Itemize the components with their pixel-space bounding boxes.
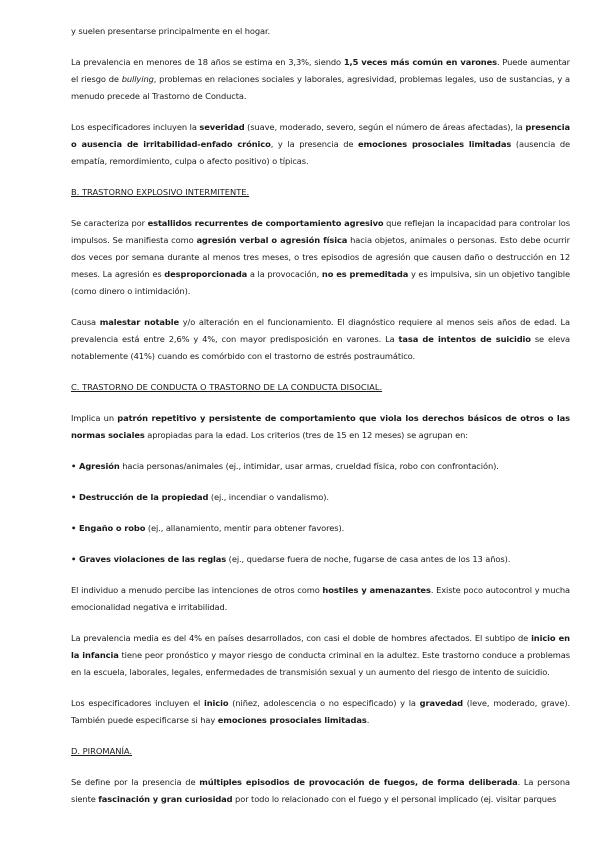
text: La prevalencia en menores de 18 años se estima en 3,3%, siendo <box>71 57 344 67</box>
text: . Existe poco autocontrol y mucha emocionalidad negativa e irritabilidad. <box>71 585 571 612</box>
bold-text: inicio <box>203 698 229 708</box>
text: (ej., quedarse fuera de noche, fugarse de casa antes de los 13 años). <box>226 554 511 564</box>
paragraph-pyromania-definition <box>71 774 570 808</box>
text: y suelen presentarse principalmente en el hogar. <box>71 26 271 36</box>
text: (ausencia de empatía, remordimiento, culpa o afecto positivo) o típicas. <box>71 139 571 166</box>
text: hacia personas/animales (ej., intimidar, usar armas, crueldad física, robo con confrontación). <box>119 461 499 471</box>
bold-text: hostiles y amenazantes <box>322 585 431 595</box>
bold-text: emociones prosociales limitadas <box>358 139 512 149</box>
text: se eleva notablemente (41%) cuando es comórbido con el trastorno de estrés postraumático. <box>71 334 570 361</box>
text: Los especificadores incluyen la <box>71 122 200 132</box>
paragraph-conduct-definition <box>71 410 570 444</box>
paragraph-explosive-prevalence <box>71 314 570 365</box>
text: . Puede aumentar el riesgo de <box>71 57 570 84</box>
text: , problemas en relaciones sociales y laborales, agresividad, problemas legales, uso de sustancias, y a menudo precede al Trastorno de Conducta. <box>71 74 570 101</box>
text: . <box>366 715 370 725</box>
bold-text: • Agresión <box>71 461 120 471</box>
bold-text: no es premeditada <box>321 269 409 279</box>
text: y es impulsiva, sin un objetivo tangible (como dinero o intimidación). <box>71 269 570 296</box>
text: (ej., allanamiento, mentir para obtener favores). <box>145 523 345 533</box>
bold-text: 1,5 veces más común en varones <box>343 57 497 67</box>
bold-text: malestar notable <box>99 317 180 327</box>
text: (leve, moderado, grave). También puede especificarse si hay <box>71 698 570 725</box>
text: (niñez, adolescencia o no especificado) y la <box>228 698 420 708</box>
text: por todo lo relacionado con el fuego y el personal implicado (ej. visitar parques <box>232 794 557 804</box>
text: tiene peor pronóstico y mayor riesgo de conducta criminal en la adultez. Este trastorno conduce a problemas en la escuela, laborales, legales, enfermedades de transmisión sexual y un aumento del riesgo de intento de suicidio. <box>71 650 570 677</box>
criterion-deceit-theft <box>71 520 570 537</box>
italic-text: bullying <box>121 74 154 84</box>
bold-text: desproporcionada <box>164 269 248 279</box>
bold-text: tasa de intentos de suicidio <box>398 334 531 344</box>
criterion-rule-violations <box>71 551 570 568</box>
text: Causa <box>71 317 100 327</box>
bold-text: • Engaño o robo <box>71 523 146 533</box>
criterion-property-destruction <box>71 489 570 506</box>
text: y/o alteración en el funcionamiento. El diagnóstico requiere al menos seis años de edad. La prevalencia está entre 2,6% y 4%, con mayor predisposición en varones. La <box>71 317 570 344</box>
bold-text: inicio en la infancia <box>71 633 570 660</box>
text: , y la presencia de <box>270 139 359 149</box>
bold-text: emociones prosociales limitadas <box>217 715 367 725</box>
paragraph-prevalence-tnd <box>71 54 570 105</box>
bold-text: presencia o ausencia de irritabilidad-enfado crónico <box>71 122 570 149</box>
bold-text: fascinación y gran curiosidad <box>98 794 233 804</box>
text: Se caracteriza por <box>71 218 148 228</box>
paragraph-explosive-definition <box>71 215 570 300</box>
paragraph-conduct-specifiers <box>71 695 570 729</box>
text: La prevalencia media es del 4% en países desarrollados, con casi el doble de hombres afectados. El subtipo de <box>71 633 532 643</box>
text: apropiadas para la edad. Los criterios (tres de 15 en 12 meses) se agrupan en: <box>144 430 468 440</box>
bold-text: estallidos recurrentes de comportamiento agresivo <box>147 218 384 228</box>
text: a la provocación, <box>247 269 322 279</box>
section-heading-conduct: C. TRASTORNO DE CONDUCTA O TRASTORNO DE LA CONDUCTA DISOCIAL. <box>71 382 383 392</box>
section-heading-explosive: B. TRASTORNO EXPLOSIVO INTERMITENTE. <box>71 187 250 197</box>
text: hacia objetos, animales o personas. Esto debe ocurrir dos veces por semana durante al menos tres meses, o tres episodios de agresión que causen daño o destrucción en 12 meses. La agresión es <box>71 235 570 279</box>
text: Los especificadores incluyen el <box>71 698 204 708</box>
bold-text: • Destrucción de la propiedad <box>71 492 209 502</box>
bold-text: patrón repetitivo y persistente de comportamiento que viola los derechos básicos de otros o las normas sociales <box>71 413 570 440</box>
text: Se define por la presencia de <box>71 777 200 787</box>
section-heading-pyromania: D. PIROMANÍA. <box>71 746 133 756</box>
text: . La persona siente <box>71 777 570 804</box>
bold-text: agresión verbal o agresión física <box>196 235 348 245</box>
paragraph-intro-continuation <box>71 23 570 40</box>
text: que reflejan la incapacidad para controlar los impulsos. Se manifiesta como <box>71 218 570 245</box>
criterion-aggression <box>71 458 570 475</box>
paragraph-conduct-prevalence <box>71 630 570 681</box>
bold-text: • Graves violaciones de las reglas <box>71 554 227 564</box>
text: (suave, moderado, severo, según el número de áreas afectadas), la <box>244 122 526 132</box>
bold-text: gravedad <box>419 698 463 708</box>
bold-text: múltiples episodios de provocación de fuegos, de forma deliberada <box>199 777 518 787</box>
text: El individuo a menudo percibe las intenciones de otros como <box>71 585 323 595</box>
paragraph-conduct-perception <box>71 582 570 616</box>
text: Implica un <box>71 413 118 423</box>
paragraph-specifiers-tnd <box>71 119 570 170</box>
text: (ej., incendiar o vandalismo). <box>208 492 329 502</box>
bold-text: severidad <box>199 122 245 132</box>
